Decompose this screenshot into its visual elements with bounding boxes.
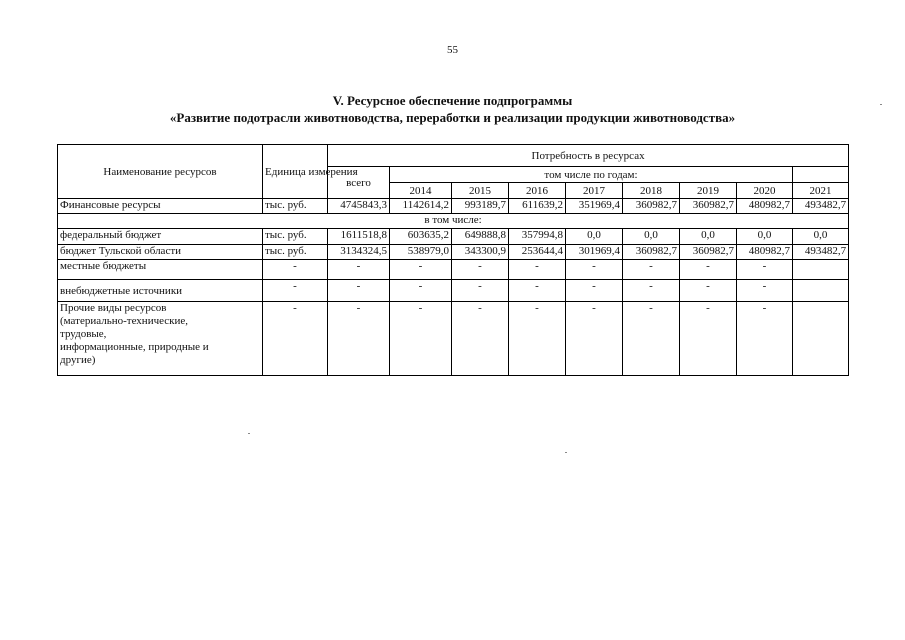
- year-value-cell: 253644,4: [509, 245, 566, 260]
- year-value-cell: -: [737, 280, 793, 302]
- year-value-cell: 343300,9: [452, 245, 509, 260]
- row-label: Финансовые ресурсы: [58, 199, 263, 214]
- header-year: 2019: [680, 183, 737, 199]
- year-value-cell: -: [509, 280, 566, 302]
- year-value-cell: 360982,7: [623, 245, 680, 260]
- total-cell: -: [328, 280, 390, 302]
- header-year: 2017: [566, 183, 623, 199]
- total-cell: 3134324,5: [328, 245, 390, 260]
- year-value-cell: -: [680, 280, 737, 302]
- table-row-including: [58, 214, 849, 229]
- year-value-cell: 0,0: [680, 229, 737, 245]
- page-number: 55: [447, 44, 458, 56]
- year-value-cell: -: [390, 302, 452, 376]
- year-value-cell: 360982,7: [680, 245, 737, 260]
- row-label: местные бюджеты: [58, 260, 263, 280]
- year-value-cell: 493482,7: [793, 199, 849, 214]
- total-cell: 1611518,8: [328, 229, 390, 245]
- header-row-1: [58, 145, 849, 167]
- year-value-cell: -: [623, 280, 680, 302]
- year-value-cell: 357994,8: [509, 229, 566, 245]
- row-label-line: трудовые,: [60, 328, 107, 340]
- row-label-line: (материально-технические,: [60, 315, 189, 327]
- year-value-cell: 603635,2: [390, 229, 452, 245]
- year-value-cell: 611639,2: [509, 199, 566, 214]
- year-value-cell: 360982,7: [623, 199, 680, 214]
- year-value-cell: 0,0: [566, 229, 623, 245]
- resource-table: [57, 144, 849, 376]
- unit-cell: тыс. руб.: [263, 229, 328, 245]
- scan-speck: [565, 452, 567, 453]
- year-value-cell: 0,0: [737, 229, 793, 245]
- year-value-cell: -: [737, 302, 793, 376]
- year-value-cell: 0,0: [793, 229, 849, 245]
- year-value-cell: 1142614,2: [390, 199, 452, 214]
- header-year: 2018: [623, 183, 680, 199]
- year-value-cell: [793, 280, 849, 302]
- year-value-cell: -: [623, 260, 680, 280]
- year-value-cell: -: [452, 302, 509, 376]
- table-row-federal: [58, 229, 849, 245]
- row-label-line: информационные, природные и: [60, 341, 209, 353]
- header-total: всего: [328, 167, 390, 199]
- header-resource-name: Наименование ресурсов: [58, 145, 263, 199]
- header-year: 2014: [390, 183, 452, 199]
- year-value-cell: -: [623, 302, 680, 376]
- table-row-offbudget: [58, 280, 849, 302]
- header-year: 2020: [737, 183, 793, 199]
- year-value-cell: 360982,7: [680, 199, 737, 214]
- year-value-cell: -: [452, 260, 509, 280]
- table-row-local: [58, 260, 849, 280]
- header-need: Потребность в ресурсах: [328, 145, 849, 167]
- total-cell: 4745843,3: [328, 199, 390, 214]
- section-title-line-1: V. Ресурсное обеспечение подпрограммы: [332, 93, 573, 108]
- total-cell: -: [328, 260, 390, 280]
- year-value-cell: [793, 260, 849, 280]
- row-label-other-resources: [58, 302, 263, 376]
- year-value-cell: -: [509, 260, 566, 280]
- year-value-cell: 493482,7: [793, 245, 849, 260]
- section-title-line-2: «Развитие подотрасли животноводства, переработки и реализации продукции животноводства»: [169, 110, 736, 125]
- year-value-cell: -: [509, 302, 566, 376]
- unit-cell: тыс. руб.: [263, 199, 328, 214]
- year-value-cell: 993189,7: [452, 199, 509, 214]
- year-value-cell: 480982,7: [737, 245, 793, 260]
- year-value-cell: -: [566, 302, 623, 376]
- year-value-cell: -: [680, 302, 737, 376]
- header-by-years: том числе по годам:: [390, 167, 793, 183]
- unit-cell: -: [263, 302, 328, 376]
- unit-cell: тыс. руб.: [263, 245, 328, 260]
- total-cell: -: [328, 302, 390, 376]
- row-label-line: другие): [60, 354, 96, 366]
- including-label: в том числе:: [58, 214, 849, 229]
- year-value-cell: -: [680, 260, 737, 280]
- header-year: 2016: [509, 183, 566, 199]
- year-value-cell: -: [452, 280, 509, 302]
- header-unit: Единица измерения: [263, 145, 328, 199]
- table-row-regional: [58, 245, 849, 260]
- year-value-cell: -: [566, 260, 623, 280]
- header-year: 2015: [452, 183, 509, 199]
- scan-speck: [880, 104, 882, 105]
- year-value-cell: 480982,7: [737, 199, 793, 214]
- year-value-cell: [793, 302, 849, 376]
- year-value-cell: -: [566, 280, 623, 302]
- year-value-cell: 538979,0: [390, 245, 452, 260]
- year-value-cell: 351969,4: [566, 199, 623, 214]
- row-label: федеральный бюджет: [58, 229, 263, 245]
- row-label: внебюджетные источники: [58, 280, 263, 302]
- row-label: бюджет Тульской области: [58, 245, 263, 260]
- row-label-line: Прочие виды ресурсов: [60, 302, 167, 314]
- year-value-cell: -: [737, 260, 793, 280]
- scan-speck: [248, 433, 250, 434]
- year-value-cell: -: [390, 260, 452, 280]
- section-title: [0, 92, 905, 126]
- year-value-cell: 649888,8: [452, 229, 509, 245]
- unit-cell: -: [263, 260, 328, 280]
- header-empty-cell: [793, 167, 849, 183]
- year-value-cell: 0,0: [623, 229, 680, 245]
- year-value-cell: 301969,4: [566, 245, 623, 260]
- unit-cell: -: [263, 280, 328, 302]
- header-year: 2021: [793, 183, 849, 199]
- table-row-financial: [58, 199, 849, 214]
- year-value-cell: -: [390, 280, 452, 302]
- table-row-other: [58, 302, 849, 376]
